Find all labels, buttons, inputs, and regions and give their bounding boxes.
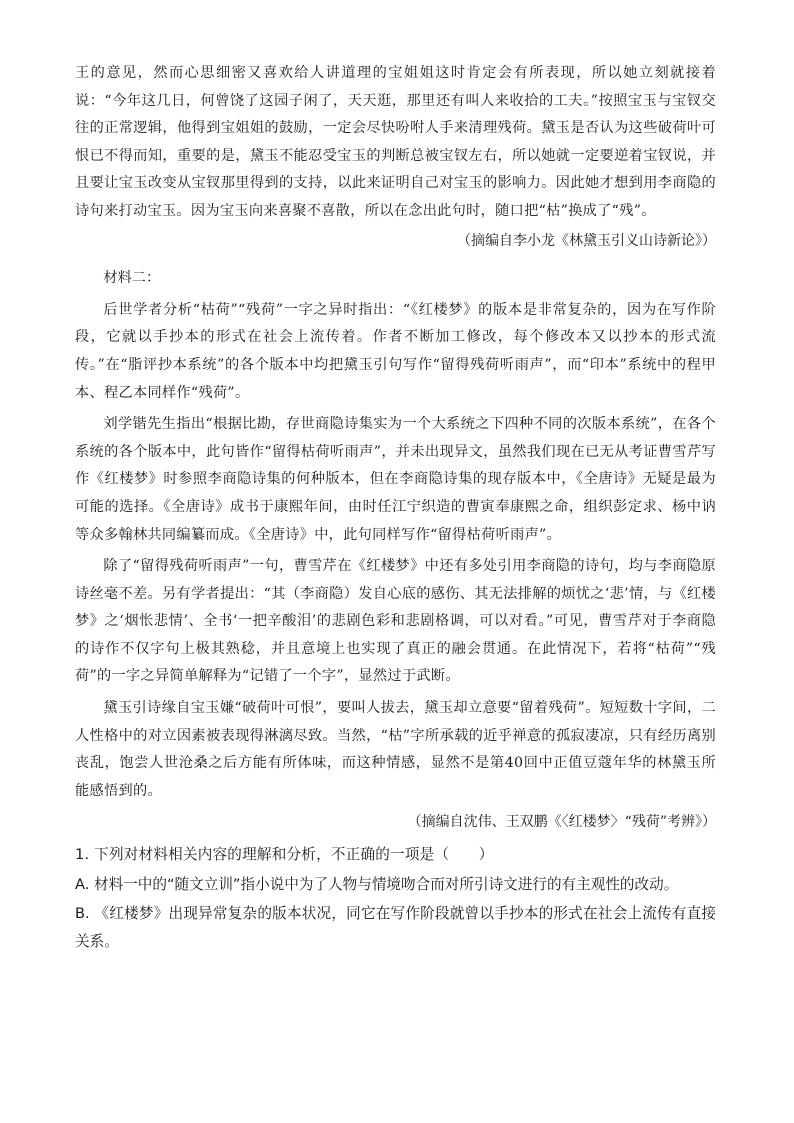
material2-paragraph-1: 后世学者分析“枯荷”“残荷”一字之异时指出：“《红楼梦》的版本是非常复杂的，因为在写作阶段，它就以手抄本的形式在社会上流传着。作者不断加工修改，每个修改本又以抄本的形式流传。”在“脂评抄本系统”的各个版本中均把黛玉引句写作“留得残荷听雨声”，而“印本”系统中的程甲本、程乙本同样作“残荷”。 [75, 301, 716, 401]
material1-source: （摘编自李小龙《林黛玉引义山诗新论》） [457, 232, 716, 249]
material2-source: （摘编自沈伟、王双鹏《〈红楼梦〉“残荷”考辨》） [407, 814, 716, 831]
question-stem: 1. 下列对材料相关内容的理解和分析，不正确的一项是（ ） [75, 846, 494, 864]
material2-label: 材料二： [103, 270, 161, 287]
material1-paragraph-tail: 王的意见，然而心思细密又喜欢给人讲道理的宝姐姐这时肯定会有所表现，所以她立刻就接着说：“今年这几日，何曾饶了这园子闲了，天天逛，那里还有叫人来收拾的工夫。”按照宝玉与宝钗交往的正常逻辑，他得到宝姐姐的鼓励，一定会尽快吩咐人手来清理残荷。黛玉是否认为这些破荷叶可恨已不得而知，重要的是，黛玉不能忍受宝玉的判断总被宝钗左右，所以她就一定要逆着宝钗说，并且要让宝玉改变从宝钗那里得到的支持，以此来证明自己对宝玉的影响力。因此她才想到用李商隐的诗句来打动宝玉。因为宝玉向来喜聚不喜散，所以在念出此句时，随口把“枯”换成了“残”。 [75, 65, 716, 219]
material2-paragraph-4: 黛玉引诗缘自宝玉嫌“破荷叶可恨”，要叫人拔去，黛玉却立意要“留着残荷”。短短数十字间，二人性格中的对立因素被表现得淋漓尽致。当然，“枯”字所承载的近乎禅意的孤寂凄凉，只有经历离别丧乱，饱尝人世沧桑之后方能有所体味，而这种情感，显然不是第40回中正值豆蔻年华的林黛玉所能感悟到的。 [75, 700, 716, 799]
option-a: A. 材料一中的“随文立训”指小说中为了人物与情境吻合而对所引诗文进行的有主观性的改动。 [75, 875, 679, 893]
option-b: B. 《红楼梦》出现异常复杂的版本状况，同它在写作阶段就曾以手抄本的形式在社会上流传有直接关系。 [75, 905, 716, 950]
material2-paragraph-2: 刘学锴先生指出“根据比勘，存世商隐诗集实为一个大系统之下四种不同的次版本系统”，在各个系统的各个版本中，此句皆作“留得枯荷听雨声”，并未出现异文，虽然我们现在已无从考证曹雪芹写作《红楼梦》时参照李商隐诗集的何种版本，但在李商隐诗集的现存版本中，《全唐诗》无疑是最为可能的选择。《全唐诗》成书于康熙年间，由时任江宁织造的曹寅奉康熙之命，组织彭定求、杨中讷等众多翰林共同编纂而成。《全唐诗》中，此句同样写作“留得枯荷听雨声”。 [75, 416, 716, 543]
material2-paragraph-3: 除了“留得残荷听雨声”一句，曹雪芹在《红楼梦》中还有多处引用李商隐的诗句，均与李商隐原诗丝毫不差。另有学者提出：“其（李商隐）发自心底的感伤、其无法排解的烦忧之‘悲’情，与《红楼梦》之‘烟怅悲情’、全书‘一把辛酸泪’的悲剧色彩和悲剧格调，可以对看。”可见，曹雪芹对于李商隐的诗作不仅字句上极其熟稔，并且意境上也实现了真正的融会贯通。在此情况下，若将“枯荷”“残荷”的一字之异简单解释为“记错了一个字”，显然过于武断。 [75, 558, 716, 685]
